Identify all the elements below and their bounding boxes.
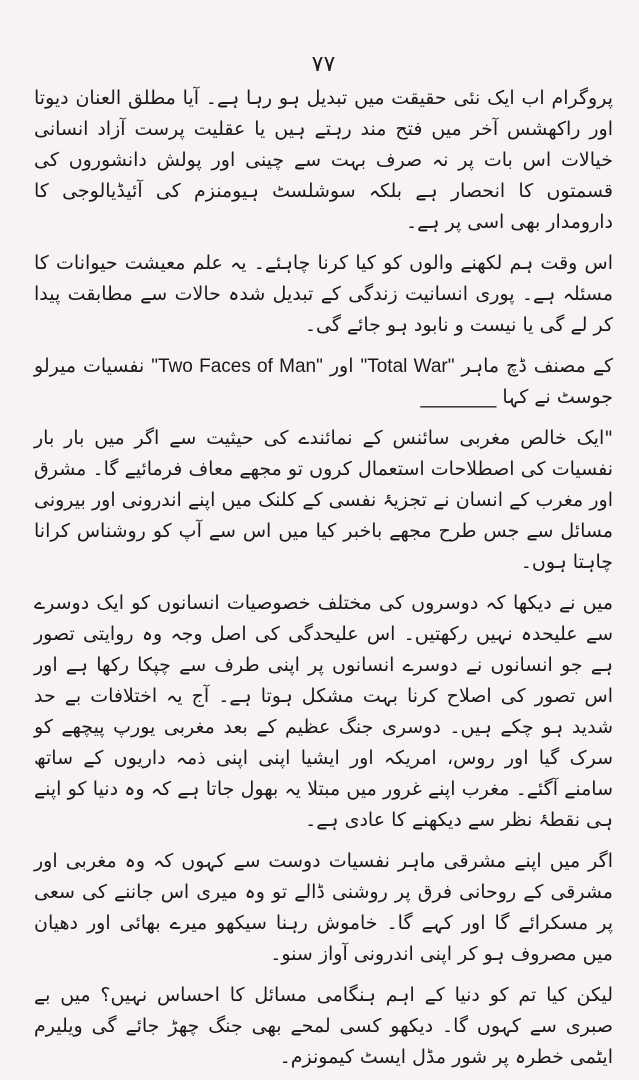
paragraph-3: میں نے دیکھا کہ دوسروں کی مختلف خصوصیات انسانوں کو ایک دوسرے سے علیحدہ نہیں رکھتیں۔ اس علیحدگی کی اصل وجہ وہ روایتی تصور ہے جو انسانوں نے دوسرے انسانوں پر اپنی طرف سے چپکا رکھا ہے اور اس تصور کی اصلاح کرنا بہت مشکل ہوتا ہے۔ آج یہ اختلافات بے حد شدید ہو چکے ہیں۔ دوسری جنگ عظیم کے بعد مغربی یورپ پیچھے کو سرک گیا اور روس، امریکہ اور ایشیا اپنی اپنی ذمہ داریوں کے ساتھ سامنے آگئے۔ مغرب اپنے غرور میں مبتلا یہ بھول جاتا ہے کہ وہ دنیا کو اپنے ہی نقطۂ نظر سے دیکھنے کا عادی ہے۔ [34,592,613,831]
quote-intro [34,351,613,413]
paragraph-1: پروگرام اب ایک نئی حقیقت میں تبدیل ہو رہا ہے۔ آیا مطلق العنان دیوتا اور راکھشس آخر میں فتح مند رہتے ہیں یا عقلیت پرست آزاد انسانی خیالات اس بات پر نہ صرف بہت سے چینی اور پولش دانشوروں کی قسمتوں کا انحصار ہے بلکہ سوشلسٹ ہیومنزم کی آئیڈیالوجی کا دارومدار بھی اسی پر ہے۔ [34,87,613,233]
paragraph-2: اس وقت ہم لکھنے والوں کو کیا کرنا چاہئے۔ یہ علم معیشت حیوانات کا مسئلہ ہے۔ پوری انسانیت زندگی کے تبدیل شدہ حالات سے مطابقت پیدا کر لے گی یا نیست و نابود ہو جائے گی۔ [34,252,613,336]
quote-intro-suffix: نفسیات میرلو جوسٹ نے کہا ________ [34,355,613,408]
quote-intro-joiner: اور [329,355,354,377]
paragraph-4: اگر میں اپنے مشرقی ماہر نفسیات دوست سے کہوں کہ وہ مغربی اور مشرقی کے روحانی فرق پر روشنی ڈالے تو وہ میری اس جاننے کی سعی پر مسکرائے گا اور کہے گا۔ خاموش رہنا سیکھو میرے بھائی اور دھیان میں مصروف ہو کر اپنی اندرونی آواز سنو۔ [34,850,613,965]
paragraph-quote: "ایک خالص مغربی سائنس کے نمائندے کی حیثیت سے اگر میں بار بار نفسیات کی اصطلاحات استعمال کروں تو مجھے معاف فرمائیے گا۔ مشرق اور مغرب کے انسان نے تجزیۂ نفسی کے کلنک میں اپنے اندرونی اور بیرونی مسائل سے جس طرح مجھے باخبر کیا میں اس سے آپ کو روشناس کرانا چاہتا ہوں۔ [34,427,613,573]
paragraph-5: لیکن کیا تم کو دنیا کے اہم ہنگامی مسائل کا احساس نہیں؟ میں بے صبری سے کہوں گا۔ دیکھو کسی لمحے بھی جنگ چھڑ جائے گی ویلیرم ایٹمی خطرہ پر شور مڈل ایسٹ کیمونزم۔ [34,984,613,1068]
book-title-two-faces: "Two Faces of Man" [151,356,323,377]
page-number: ٧٧ [311,52,336,77]
quote-intro-prefix: کے مصنف ڈچ ماہر [461,355,614,377]
page-body [34,83,613,1073]
book-title-total-war: "Total War" [360,356,455,377]
